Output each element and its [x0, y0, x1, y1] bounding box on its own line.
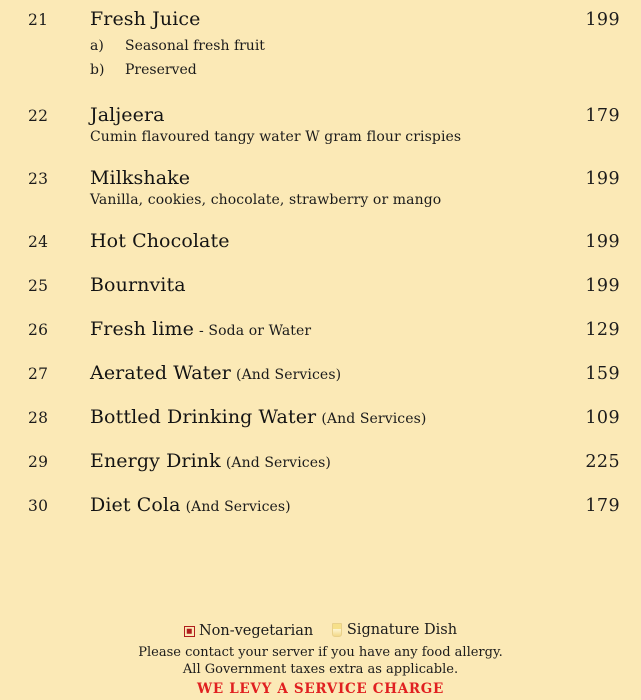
menu-subitem	[90, 58, 620, 82]
menu-item-number: 29	[28, 453, 49, 472]
menu-subitem	[90, 34, 620, 58]
menu-item-price: 159	[585, 364, 620, 385]
legend-label-signature-dish: Signature Dish	[346, 621, 458, 638]
menu-item-title: Bottled Drinking Water	[90, 406, 317, 429]
menu-item-price: 129	[585, 320, 620, 341]
menu-item-row	[28, 494, 620, 516]
menu-item-price: 199	[585, 169, 620, 190]
legend-entry-nonvegetarian	[184, 623, 313, 639]
menu-item	[28, 494, 620, 516]
menu-item	[28, 104, 620, 145]
menu-item-title-wrap	[90, 450, 576, 472]
menu-item-row	[28, 406, 620, 428]
menu-item-number: 22	[28, 107, 49, 126]
menu-item-number: 24	[28, 233, 49, 252]
menu-item-number: 25	[28, 277, 49, 296]
menu-item-title: Milkshake	[90, 167, 191, 190]
menu-item-row	[28, 8, 620, 30]
menu-item-row	[28, 274, 620, 296]
menu-item-title-wrap	[90, 494, 576, 516]
menu-subitem-letter: a)	[90, 38, 104, 54]
menu-item-price: 199	[585, 232, 620, 253]
menu-item-title-wrap	[90, 274, 576, 296]
menu-item-number: 28	[28, 409, 49, 428]
menu-item-price: 199	[585, 276, 620, 297]
menu-item-subitems	[90, 34, 620, 82]
menu-item-price: 179	[585, 496, 620, 517]
menu-item-number: 27	[28, 365, 49, 384]
legend-entry-signature-dish	[332, 622, 457, 638]
menu-item	[28, 450, 620, 472]
tax-note: All Government taxes extra as applicable.	[182, 662, 459, 678]
signature-dish-glass-icon	[332, 623, 342, 637]
menu-item-number: 26	[28, 321, 49, 340]
menu-item	[28, 362, 620, 384]
menu-item-suffix: (And Services)	[236, 367, 342, 384]
menu-footer	[0, 622, 641, 697]
menu-item-title-wrap	[90, 104, 576, 126]
allergy-note: Please contact your server if you have any food allergy.	[138, 644, 503, 660]
menu-item-price: 225	[585, 452, 620, 473]
menu-item-row	[28, 318, 620, 340]
menu-item-suffix: (And Services)	[321, 411, 427, 428]
service-charge-note: WE LEVY A SERVICE CHARGE	[196, 681, 445, 697]
menu-item	[28, 318, 620, 340]
menu-item-title: Energy Drink	[90, 450, 221, 473]
menu-item-suffix: (And Services)	[225, 455, 331, 472]
menu-item-title: Aerated Water	[90, 362, 231, 385]
menu-item-title-wrap	[90, 8, 576, 30]
menu-item	[28, 406, 620, 428]
menu-item-row	[28, 450, 620, 472]
legend-label-nonvegetarian: Non-vegetarian	[198, 623, 314, 640]
menu-subitem-letter: b)	[90, 62, 105, 79]
menu-item-number: 23	[28, 170, 49, 189]
menu-item-description: Cumin flavoured tangy water W gram flour crispies	[90, 129, 462, 146]
menu-item-title: Fresh Juice	[90, 8, 201, 30]
menu-item-row	[28, 104, 620, 126]
menu-item-title-wrap	[90, 318, 576, 340]
menu-item-row	[28, 167, 620, 189]
menu-item-suffix: (And Services)	[185, 499, 291, 516]
menu-item-price: 199	[585, 10, 620, 30]
menu-item-suffix: - Soda or Water	[199, 323, 312, 340]
legend	[0, 622, 641, 641]
menu-item-title: Jaljeera	[90, 104, 165, 127]
menu-item-number: 21	[28, 11, 49, 29]
menu-item-title-wrap	[90, 362, 576, 384]
menu-item-title: Hot Chocolate	[90, 230, 230, 253]
menu-item	[28, 8, 620, 82]
menu-item-row	[28, 362, 620, 384]
menu-item-number: 30	[28, 497, 49, 516]
menu-item-description: Vanilla, cookies, chocolate, strawberry or mango	[90, 192, 442, 209]
menu-item	[28, 230, 620, 252]
menu-item-title: Fresh lime	[90, 318, 194, 341]
menu-subitem-text: Seasonal fresh fruit	[125, 38, 265, 54]
menu-item	[28, 167, 620, 208]
nonveg-square-icon	[184, 626, 195, 637]
menu-item-title: Bournvita	[90, 274, 186, 297]
menu-item-row	[28, 230, 620, 252]
menu-item-price: 109	[585, 408, 620, 429]
menu-item	[28, 274, 620, 296]
menu-item-title-wrap	[90, 406, 576, 428]
menu-item-title: Diet Cola	[90, 494, 181, 517]
menu-item-title-wrap	[90, 230, 576, 252]
menu-item-title-wrap	[90, 167, 576, 189]
menu-item-price: 179	[585, 106, 620, 127]
menu-subitem-text: Preserved	[125, 62, 197, 79]
